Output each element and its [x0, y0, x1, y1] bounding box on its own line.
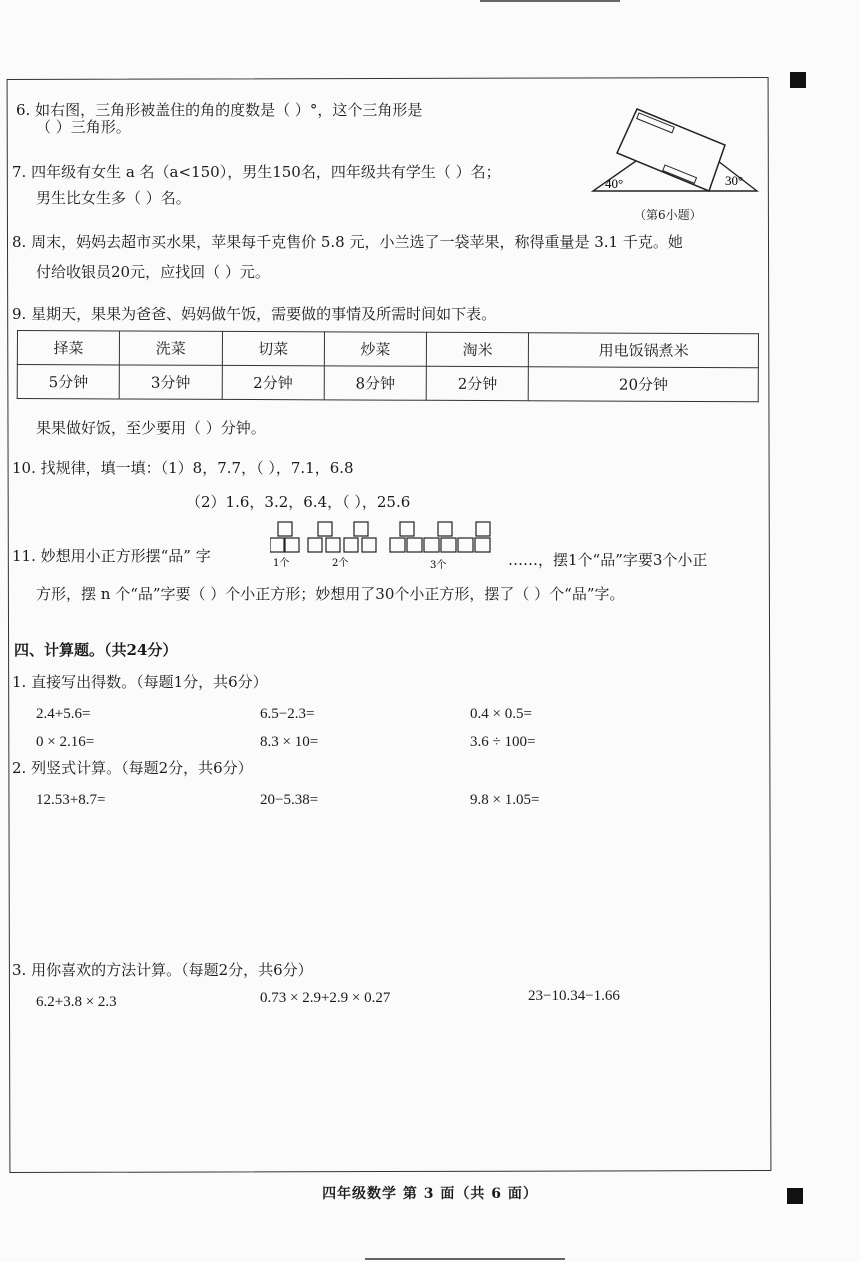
- p2-title: 2. 列竖式计算。（每题2分，共6分）: [12, 759, 253, 777]
- q6-triangle-figure: [585, 95, 765, 200]
- ruler-cover-shape: [617, 109, 725, 191]
- time-cell: 2分钟: [222, 365, 324, 399]
- task-cell: 淘米: [426, 332, 528, 366]
- q6-line1: 6. 如右图，三角形被盖住的角的度数是（ ）°，这个三角形是: [16, 101, 423, 119]
- calc-item: 2.4+5.6=: [36, 706, 91, 722]
- calc-item: 0.4 × 0.5=: [470, 706, 532, 722]
- calc-item: 0 × 2.16=: [36, 734, 95, 750]
- time-cell: 3分钟: [119, 365, 221, 399]
- calc-item: 3.6 ÷ 100=: [470, 734, 536, 750]
- time-cell: 20分钟: [529, 367, 759, 402]
- time-cell: 2分钟: [426, 366, 528, 400]
- q9-task-table: [17, 330, 759, 402]
- calc-item: 23−10.34−1.66: [528, 988, 620, 1004]
- task-cell: 切菜: [222, 331, 324, 365]
- calc-item: 0.73 × 2.9+2.9 × 0.27: [260, 990, 391, 1006]
- calc-item: 6.5−2.3=: [260, 706, 315, 722]
- table-row-tasks: [17, 331, 758, 368]
- q10-line1: 10. 找规律，填一填：（1）8，7.7，（ ），7.1，6.8: [12, 459, 354, 477]
- q10-line2: （2）1.6，3.2，6.4，（ ），25.6: [186, 493, 411, 511]
- bottom-edge-line: [365, 1258, 565, 1260]
- table-row-times: [17, 365, 758, 402]
- pin-label-2: 2个: [332, 558, 349, 569]
- p1-title: 1. 直接写出得数。（每题1分，共6分）: [12, 673, 268, 691]
- calc-item: 9.8 × 1.05=: [470, 792, 540, 808]
- q7-line2: 男生比女生多（ ）名。: [36, 189, 191, 207]
- time-cell: 8分钟: [324, 366, 426, 400]
- q8-line2: 付给收银员20元，应找回（ ）元。: [36, 263, 270, 281]
- q9-line2: 果果做好饭，至少要用（ ）分钟。: [36, 419, 266, 437]
- q8-line1: 8. 周末，妈妈去超市买水果，苹果每千克售价 5.8 元，小兰选了一袋苹果，称得重量是 3.1 千克。她: [12, 233, 683, 251]
- task-cell: 炒菜: [324, 332, 426, 366]
- task-cell: 洗菜: [120, 331, 222, 365]
- q9-line1: 9. 星期天，果果为爸爸、妈妈做午饭，需要做的事情及所需时间如下表。: [12, 305, 497, 323]
- p3-title: 3. 用你喜欢的方法计算。（每题2分，共6分）: [12, 961, 313, 979]
- calc-item: 20−5.38=: [260, 792, 319, 808]
- time-cell: 5分钟: [17, 365, 119, 399]
- angle-left-label: 40°: [605, 176, 624, 191]
- corner-mark-top-right: [790, 72, 806, 88]
- section4-title: 四、计算题。（共24分）: [14, 641, 178, 659]
- q11-line1a: 11. 妙想用小正方形摆“品” 字: [12, 547, 211, 565]
- q11-pin-squares-figure: [270, 520, 510, 576]
- calc-item: 12.53+8.7=: [36, 792, 106, 808]
- q6-line2: （ ）三角形。: [36, 118, 131, 136]
- angle-right-label: 30°: [725, 173, 744, 188]
- pin-pattern-2: [308, 522, 376, 552]
- task-cell: 用电饭锅煮米: [529, 333, 759, 368]
- q11-line2: 方形，摆 n 个“品”字要（ ）个小正方形；妙想用了30个小正方形，摆了（ ）个“品”字。: [36, 585, 625, 603]
- pin-pattern-1: [270, 522, 299, 552]
- q7-line1: 7. 四年级有女生 a 名（a<150），男生150名，四年级共有学生（ ）名；: [12, 163, 501, 181]
- q11-line1b: ……，摆1个“品”字要3个小正: [508, 551, 708, 569]
- top-edge-line: [480, 0, 620, 2]
- page-footer: 四年级数学 第 3 面（共 6 面）: [322, 1186, 538, 1202]
- calc-item: 6.2+3.8 × 2.3: [36, 994, 117, 1010]
- pin-pattern-3: [390, 522, 490, 552]
- q6-caption: （第6小题）: [634, 208, 702, 222]
- task-cell: 择菜: [17, 331, 119, 365]
- pin-label-1: 1个: [273, 558, 290, 569]
- pin-label-3: 3个: [430, 560, 447, 571]
- calc-item: 8.3 × 10=: [260, 734, 319, 750]
